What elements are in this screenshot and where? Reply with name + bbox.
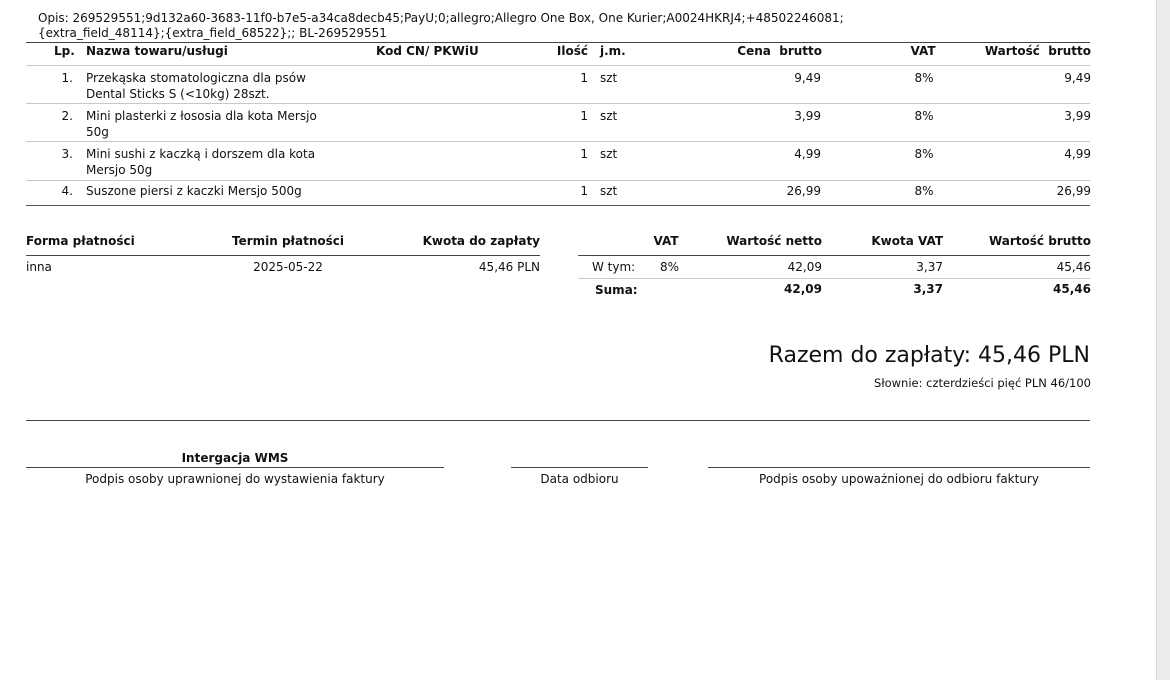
- vat-sum-amount: 3,37: [913, 282, 943, 296]
- row-price: 4,99: [794, 147, 821, 161]
- col-header-value: Wartość brutto: [984, 44, 1091, 58]
- row-value: 26,99: [1056, 184, 1091, 198]
- payment-method: inna: [26, 260, 52, 274]
- vat-sum-gross: 45,46: [1053, 282, 1091, 296]
- row-lp: 3.: [61, 147, 73, 161]
- row-qty: 1: [580, 184, 588, 198]
- order-description: [38, 11, 844, 41]
- row-value: 9,49: [1064, 71, 1091, 85]
- col-header-price: Cena brutto: [737, 44, 822, 58]
- payment-header-separator: [26, 255, 540, 256]
- vat-row-amount: 3,37: [916, 260, 943, 274]
- row-unit: szt: [600, 71, 618, 85]
- vat-sum-separator: [578, 278, 1090, 279]
- total-to-pay: Razem do zapłaty: 45,46 PLN: [768, 343, 1090, 368]
- col-header-unit: j.m.: [600, 44, 626, 58]
- vat-header-separator: [578, 255, 1090, 256]
- vat-header-gross: Wartość brutto: [988, 234, 1091, 248]
- row-unit: szt: [600, 147, 618, 161]
- vat-row-label: W tym:: [592, 260, 636, 274]
- row-name: Suszone piersi z kaczki Mersjo 500g: [86, 184, 302, 198]
- vat-header-net: Wartość netto: [726, 234, 822, 248]
- row-unit: szt: [600, 109, 618, 123]
- issuer-name: Intergacja WMS: [181, 451, 289, 465]
- total-in-words: Słownie: czterdzieści pięć PLN 46/100: [874, 376, 1091, 390]
- issuer-signature-line: [26, 467, 444, 468]
- row-unit: szt: [600, 184, 618, 198]
- description-line-2: {extra_field_48114};{extra_field_68522};; BL-269529551: [38, 26, 387, 40]
- row-vat: 8%: [914, 147, 934, 161]
- vat-header-amount: Kwota VAT: [871, 234, 943, 248]
- row-vat: 8%: [914, 109, 934, 123]
- issuer-caption: Podpis osoby uprawnionej do wystawienia faktury: [85, 472, 385, 486]
- vat-row-net: 42,09: [787, 260, 822, 274]
- receiver-caption: Podpis osoby upoważnionej do odbioru faktury: [759, 472, 1039, 486]
- row-separator: [26, 141, 1090, 142]
- payment-header-method: Forma płatności: [26, 234, 135, 248]
- description-line-1: Opis: 269529551;9d132a60-3683-11f0-b7e5-a34ca8decb45;PayU;0;allegro;Allegro One Box, One Kurier;A0024HKRJ4;+48502246081;: [38, 11, 844, 25]
- date-caption: Data odbioru: [540, 472, 619, 486]
- row-value: 3,99: [1064, 109, 1091, 123]
- col-header-vat: VAT: [910, 44, 936, 58]
- row-price: 26,99: [786, 184, 821, 198]
- vat-row-rate: 8%: [660, 260, 680, 274]
- table-bottom-border: [26, 205, 1090, 206]
- col-header-name: Nazwa towaru/usługi: [86, 44, 228, 58]
- row-price: 3,99: [794, 109, 821, 123]
- payment-header-amount: Kwota do zapłaty: [422, 234, 540, 248]
- row-name: Mini plasterki z łososia dla kota Mersjo 50g: [86, 109, 317, 139]
- receiver-signature-line: [708, 467, 1090, 468]
- row-lp: 1.: [61, 71, 73, 85]
- date-signature-line: [511, 467, 648, 468]
- payment-amount: 45,46 PLN: [478, 260, 540, 274]
- signature-section-divider: [26, 420, 1090, 421]
- row-vat: 8%: [914, 71, 934, 85]
- table-top-border: [26, 42, 1090, 43]
- payment-header-due: Termin płatności: [231, 234, 345, 248]
- row-lp: 4.: [61, 184, 73, 198]
- vat-row-gross: 45,46: [1056, 260, 1091, 274]
- payment-due-date: 2025-05-22: [253, 260, 323, 274]
- row-price: 9,49: [794, 71, 821, 85]
- row-separator: [26, 180, 1090, 181]
- vat-sum-net: 42,09: [784, 282, 822, 296]
- row-name: Przekąska stomatologiczna dla psów Dental Sticks S (<10kg) 28szt.: [86, 71, 306, 101]
- page-edge-scrollbar: [1156, 0, 1170, 680]
- row-name: Mini sushi z kaczką i dorszem dla kota Mersjo 50g: [86, 147, 316, 177]
- col-header-code: Kod CN/ PKWiU: [376, 44, 479, 58]
- vat-header-rate: VAT: [653, 234, 679, 248]
- col-header-lp: Lp.: [54, 44, 75, 58]
- header-separator: [26, 65, 1090, 66]
- row-lp: 2.: [61, 109, 73, 123]
- row-value: 4,99: [1064, 147, 1091, 161]
- row-qty: 1: [580, 109, 588, 123]
- row-separator: [26, 103, 1090, 104]
- row-qty: 1: [580, 147, 588, 161]
- row-qty: 1: [580, 71, 588, 85]
- row-vat: 8%: [914, 184, 934, 198]
- vat-sum-label: Suma:: [595, 283, 638, 297]
- col-header-qty: Ilość: [556, 44, 588, 58]
